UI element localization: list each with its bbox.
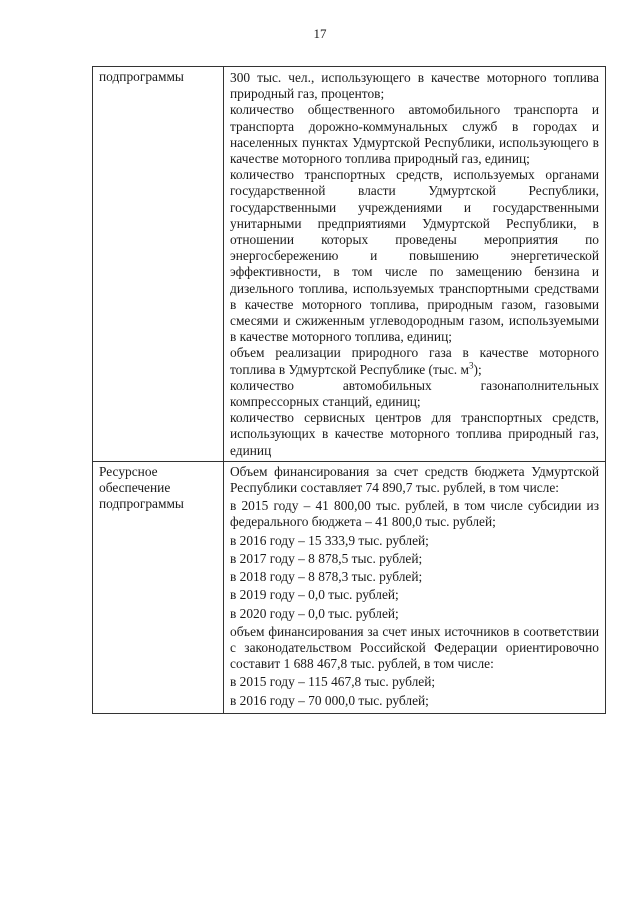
paragraph: в 2017 году – 8 878,5 тыс. рублей; xyxy=(230,550,423,566)
unit-superscript: 3 xyxy=(468,360,474,371)
paragraph: 300 тыс. чел., использующего в качестве моторного топлива природный газ, процентов; xyxy=(230,70,599,102)
paragraph: в 2019 году – 0,0 тыс. рублей; xyxy=(230,587,399,603)
gas-volume-text: объем реализации природного газа в качестве моторного топлива в Удмуртской Республике (тыс. м xyxy=(230,345,599,377)
paragraph: количество транспортных средств, используемых органами государственной власти Удмуртской Республики, государственными учреждениями и государственными унитарными предприятиями Удмуртской Республики, в отношении которых проведены мероприятия по энергосбережению и повышению энергетической эффективности, в том числе по замещению бензина и дизельного топлива, используемых транспортными средствами в качестве моторного топлива, природным газом, газовыми смесями и сжиженным углеводородным газом, используемыми в качестве моторного топлива, единиц; xyxy=(230,167,599,345)
page-number: 17 xyxy=(313,26,327,41)
paragraph: в 2018 году – 8 878,3 тыс. рублей; xyxy=(230,569,423,585)
row-content-resources xyxy=(224,461,606,713)
row-label: подпрограммы xyxy=(93,67,224,462)
row-label: Ресурсное обеспечение подпрограммы xyxy=(93,461,224,713)
paragraph: в 2015 году – 41 800,00 тыс. рублей, в том числе субсидии из федерального бюджета – 41 800,0 тыс. рублей; xyxy=(230,498,599,530)
paragraph-gas-volume xyxy=(230,345,599,377)
row-content-indicators xyxy=(224,67,606,462)
paragraph: количество общественного автомобильного транспорта и транспорта дорожно-коммунальных служб в городах и населенных пунктах Удмуртской Республики, использующего в качестве моторного топлива природный газ, единиц; xyxy=(230,102,599,167)
paragraph: в 2016 году – 15 333,9 тыс. рублей; xyxy=(230,532,429,548)
paragraph: количество автомобильных газонаполнительных компрессорных станций, единиц; xyxy=(230,377,599,410)
paragraph: в 2015 году – 115 467,8 тыс. рублей; xyxy=(230,674,436,690)
gas-volume-tail: ); xyxy=(473,361,482,377)
paragraph: Объем финансирования за счет средств бюджета Удмуртской Республики составляет 74 890,7 тыс. рублей, в том числе: xyxy=(230,463,599,496)
paragraph: объем финансирования за счет иных источников в соответствии с законодательством Российской Федерации ориентировочно составит 1 688 467,8 тыс. рублей, в том числе: xyxy=(230,623,599,672)
paragraph: в 2020 году – 0,0 тыс. рублей; xyxy=(230,605,399,621)
table-row-resources xyxy=(93,461,606,713)
passport-table xyxy=(92,66,606,714)
paragraph: в 2016 году – 70 000,0 тыс. рублей; xyxy=(230,692,429,708)
paragraph: количество сервисных центров для транспортных средств, использующих в качестве моторного топлива природный газ, единиц xyxy=(230,410,599,458)
table-row-indicators xyxy=(93,67,606,462)
